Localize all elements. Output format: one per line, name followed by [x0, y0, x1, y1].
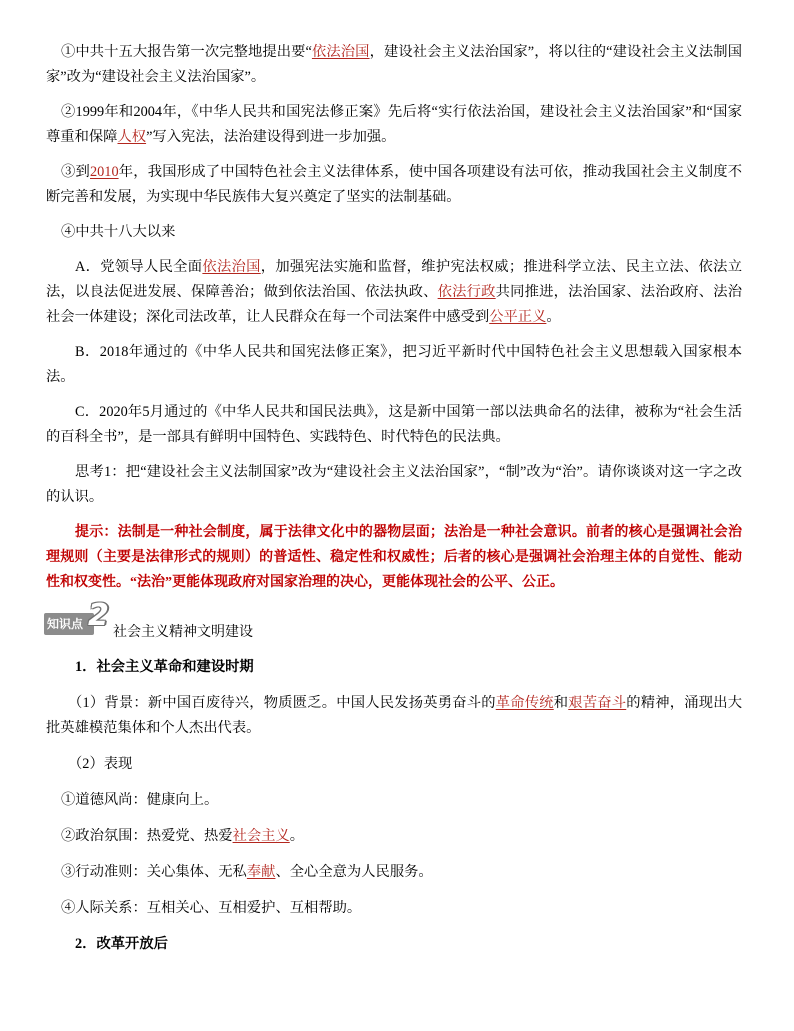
- badge-label: 知识点: [47, 617, 84, 631]
- rule-of-law-section: [46, 40, 742, 595]
- since-18th-item-b: [46, 340, 742, 390]
- since-18th-item-c: [46, 400, 742, 450]
- text-segment: A．党领导人民全面: [75, 259, 203, 275]
- key-term: 依法治国: [202, 259, 261, 275]
- knowledge-point-badge: [44, 613, 94, 635]
- since-18th-item-a: [46, 255, 742, 330]
- text-segment: ，加强宪法实施和监督，维护宪法权威；推进科学立法、民主立法、依法立法，以良法促进发展、保障善治；做到依法治国、依法执政、: [46, 259, 743, 300]
- key-term: 2010: [90, 164, 119, 180]
- manifestation-item: [46, 788, 742, 813]
- knowledge-point-header: [46, 598, 742, 640]
- spiritual-civilization-section: [46, 598, 743, 957]
- key-term: 革命传统: [495, 695, 554, 711]
- text-segment: B．2018年通过的《中华人民共和国宪法修正案》，把习近平新时代中国特色社会主义思想载入国家根本法。: [46, 344, 742, 385]
- background-paragraph: [46, 691, 742, 741]
- text-segment: ①道德风尚：健康向上。: [61, 792, 219, 808]
- key-term: 艰苦奋斗: [568, 695, 627, 711]
- manifestation-item: [46, 896, 742, 921]
- key-term: 公平正义: [489, 309, 547, 325]
- period1-heading: 1．社会主义革命和建设时期: [75, 659, 254, 675]
- text-segment: （1）背景：新中国百废待兴，物质匮乏。中国人民发扬英勇奋斗的: [68, 695, 496, 711]
- text-segment: 。: [289, 828, 305, 844]
- law-point-2: [46, 100, 742, 150]
- law-point-4: [46, 220, 742, 245]
- text-segment: ④人际关系：互相关心、互相爱护、互相帮助。: [61, 900, 362, 916]
- text-segment: 共同推进，法治国家、法治政府、法治社会一体建设；深化司法改革，让人民群众在每一个司法案件中感受到: [46, 284, 743, 325]
- manifestation-item: [46, 824, 742, 849]
- text-segment: ②1999年和2004年，《中华人民共和国宪法修正案》先后将“实行依法治国，建设社会主义法治国家”和“国家尊重和保障: [46, 104, 742, 145]
- text-segment: ③行动准则：关心集体、无私: [61, 864, 247, 880]
- badge-number: 2: [88, 598, 109, 633]
- text-segment: ，建设社会主义法治国家”，将以往的“建设社会主义法制国家”改为“建设社会主义法治国家”。: [46, 44, 742, 85]
- text-segment: C．2020年5月通过的《中华人民共和国民法典》，这是新中国第一部以法典命名的法律，被称为“社会生活的百科全书”，是一部具有鲜明中国特色、实践特色、时代特色的民法典。: [46, 404, 742, 445]
- period2-heading: 2．改革开放后: [75, 936, 168, 952]
- key-term: 依法行政: [437, 284, 496, 300]
- text-segment: ①中共十五大报告第一次完整地提出要“: [61, 44, 312, 60]
- key-term: 社会主义: [232, 828, 290, 844]
- key-term: 人权: [117, 129, 147, 145]
- text-segment: 、全心全意为人民服务。: [275, 864, 433, 880]
- text-segment: 和: [553, 695, 569, 711]
- law-point-3: [46, 160, 742, 210]
- text-segment: ”写入宪法，法治建设得到进一步加强。: [146, 129, 396, 145]
- knowledge-point-title: 社会主义精神文明建设: [113, 625, 253, 640]
- text-segment: 年，我国形成了中国特色社会主义法律体系，使中国各项建设有法可依，推动我国社会主义制度不断完善和发展，为实现中华民族伟大复兴奠定了坚实的法制基础。: [46, 164, 742, 205]
- text-segment: ②政治氛围：热爱党、热爱: [61, 828, 233, 844]
- law-point-1: [46, 40, 742, 90]
- tip-answer: 提示：法制是一种社会制度，属于法律文化中的器物层面；法治是一种社会意识。前者的核心是强调社会治理规则（主要是法律形式的规则）的普适性、稳定性和权威性；后者的核心是强调社会治理主体的自觉性、能动性和权变性。“法治”更能体现政府对国家治理的决心，更能体现社会的公平、公正。: [46, 525, 742, 590]
- think-question: 思考1：把“建设社会主义法制国家”改为“建设社会主义法治国家”，“制”改为“治”。请你谈谈对这一字之改的认识。: [46, 464, 742, 505]
- key-term: 依法治国: [311, 44, 370, 60]
- text-segment: ③到: [61, 164, 90, 180]
- manifestation-item: [46, 860, 742, 885]
- text-segment: ④中共十八大以来: [61, 224, 176, 240]
- text-segment: 。: [546, 309, 561, 325]
- key-term: 奉献: [246, 864, 276, 880]
- text-segment: 的精神，涌现出大批英雄模范集体和个人杰出代表。: [46, 695, 743, 736]
- manifest-heading: （2）表现: [68, 756, 133, 772]
